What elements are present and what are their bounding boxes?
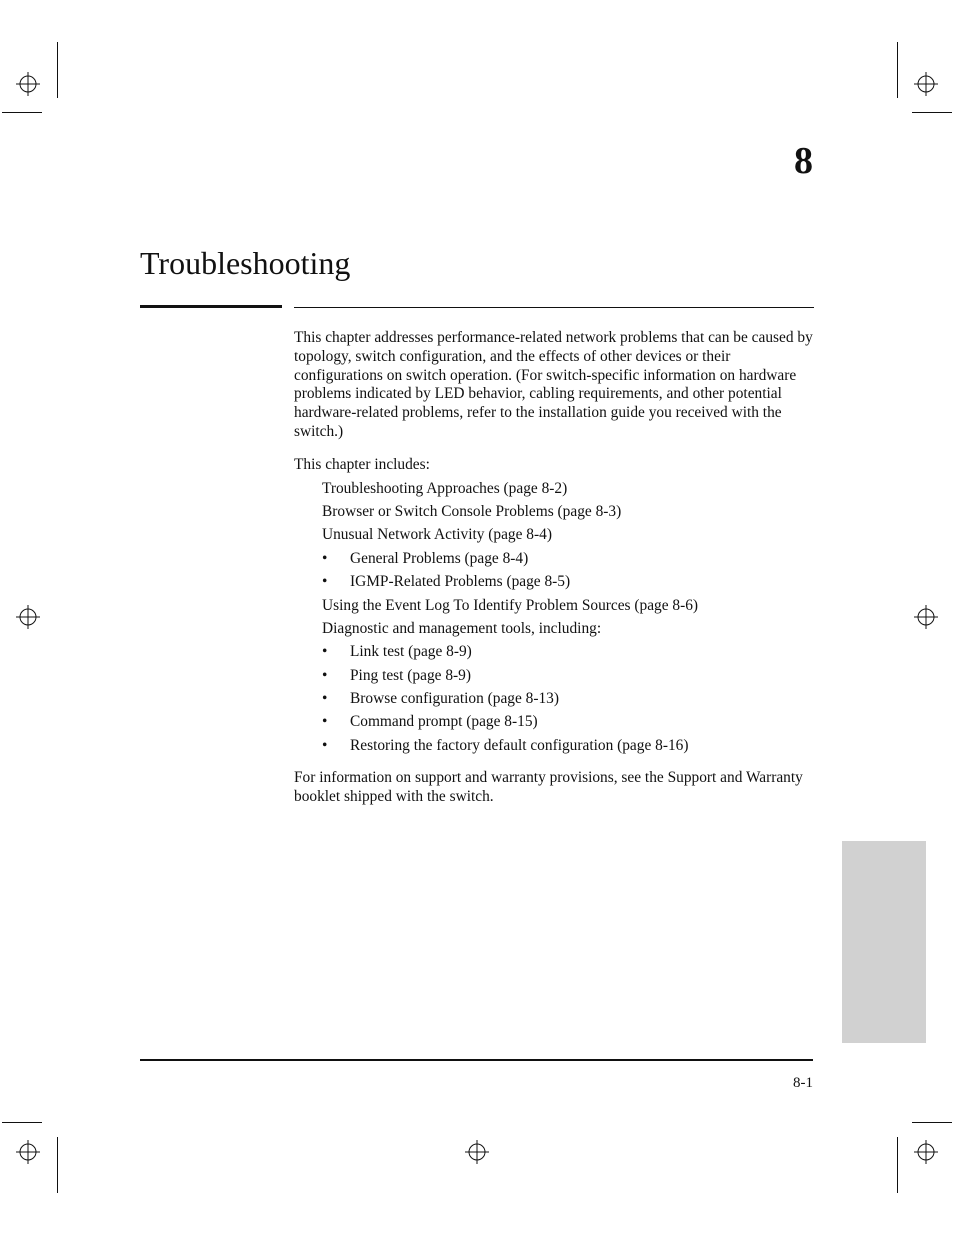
includes-label: This chapter includes:: [294, 455, 430, 473]
crop-mark: [57, 42, 58, 98]
list-item-text: Browser or Switch Console Problems (page 8-3): [322, 502, 622, 520]
bullet-icon: •: [322, 643, 328, 661]
list-item: [294, 597, 814, 620]
list-item: [294, 480, 814, 503]
section-rule-thick: [140, 305, 282, 308]
chapter-body: [294, 329, 814, 807]
page-number: 8-1: [793, 1075, 813, 1091]
bullet-icon: •: [322, 736, 328, 754]
list-item: [294, 643, 814, 666]
list-item-text: Link test (page 8-9): [350, 643, 472, 661]
list-item-text: Restoring the factory default configuration (page 8-16): [350, 736, 689, 754]
contents-list: [294, 480, 814, 761]
bullet-icon: •: [322, 690, 328, 708]
list-item: [294, 573, 814, 596]
bullet-icon: •: [322, 549, 328, 567]
crop-mark: [912, 1122, 952, 1123]
list-item-text: Using the Event Log To Identify Problem Sources (page 8-6): [322, 596, 699, 614]
crop-mark: [2, 112, 42, 113]
list-item-text: Browse configuration (page 8-13): [350, 690, 559, 708]
bullet-icon: •: [322, 666, 328, 684]
registration-mark-icon: [16, 605, 40, 629]
list-item-text: Troubleshooting Approaches (page 8-2): [322, 479, 568, 497]
crop-mark: [2, 1122, 42, 1123]
chapter-tab: [842, 841, 926, 1043]
list-item-text: Unusual Network Activity (page 8-4): [322, 526, 552, 544]
registration-mark-icon: [914, 72, 938, 96]
registration-mark-icon: [465, 1140, 489, 1164]
list-item-text: Ping test (page 8-9): [350, 666, 471, 684]
section-rule-thin: [294, 307, 814, 308]
outro-paragraph: For information on support and warranty provisions, see the Support and Warranty booklet shipped with the switch.: [294, 769, 803, 806]
list-item: [294, 690, 814, 713]
chapter-title: Troubleshooting: [140, 245, 351, 282]
registration-mark-icon: [914, 1140, 938, 1164]
crop-mark: [897, 1137, 898, 1193]
list-item: [294, 620, 814, 643]
list-item-text: Command prompt (page 8-15): [350, 713, 538, 731]
chapter-number: 8: [794, 140, 813, 182]
list-item: [294, 503, 814, 526]
crop-mark: [912, 112, 952, 113]
list-item-text: General Problems (page 8-4): [350, 549, 529, 567]
registration-mark-icon: [16, 72, 40, 96]
bullet-icon: •: [322, 573, 328, 591]
list-item: [294, 526, 814, 549]
list-item: [294, 737, 814, 760]
list-item: [294, 550, 814, 573]
list-item: [294, 667, 814, 690]
list-item-text: IGMP-Related Problems (page 8-5): [350, 573, 571, 591]
crop-mark: [897, 42, 898, 98]
crop-mark: [57, 1137, 58, 1193]
intro-paragraph: This chapter addresses performance-related network problems that can be caused by topology, switch configuration, and the effects of other devices or their configurations on switch operation. (For switch-specific information on hardware problems indicated by LED behavior, cabling requirements, and other potential hardware-related problems, refer to the installation guide you received with the switch.): [294, 329, 813, 440]
registration-mark-icon: [16, 1140, 40, 1164]
bullet-icon: •: [322, 713, 328, 731]
registration-mark-icon: [914, 605, 938, 629]
list-item: [294, 713, 814, 736]
list-item-text: Diagnostic and management tools, including:: [322, 619, 602, 637]
footer-rule: [140, 1059, 813, 1061]
